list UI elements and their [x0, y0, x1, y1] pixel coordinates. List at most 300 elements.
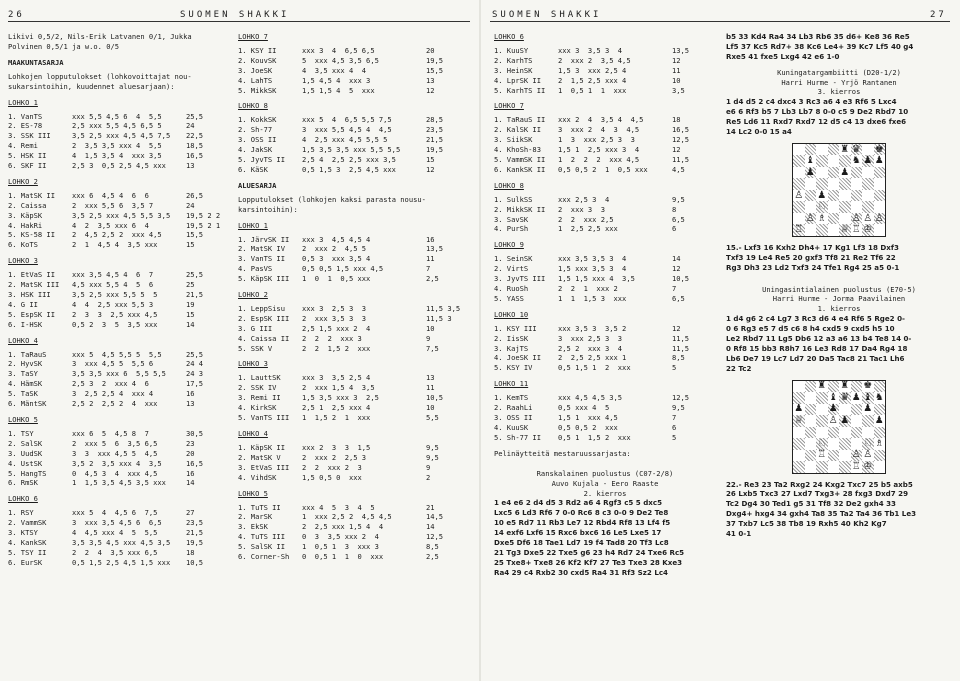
team-total: 9,5	[672, 194, 685, 204]
section	[238, 489, 470, 562]
game-caption: 2. kierros	[583, 488, 627, 498]
game-moves-line: Tc2 Dg4 30 Ted1 g5 31 Tf8 32 De2 gxh4 33	[726, 499, 896, 509]
crosstable-scores: 3,5 3,5 xxx 6 5,5 5,5	[72, 369, 166, 379]
team-total: 21,5	[186, 290, 204, 300]
standings-row	[238, 46, 470, 56]
section-heading: LOHKO 10	[494, 309, 529, 319]
game-moves-line: Lb6 De7 19 Lc7 Ld7 20 Da5 Tac8 21 Tac1 Lh6	[726, 353, 905, 363]
standings-row	[8, 469, 230, 479]
section-heading: LOHKO 8	[238, 101, 268, 111]
board-square	[816, 461, 828, 473]
team-total: 25,5	[186, 349, 204, 359]
crosstable-scores: 1 xxx 2,5 2 4,5 4,5	[302, 512, 392, 522]
section-heading: LOHKO 7	[494, 101, 524, 111]
standings-row	[238, 334, 470, 344]
board-square	[874, 190, 886, 202]
board-square	[793, 427, 805, 439]
board-square	[851, 190, 863, 202]
crosstable-scores: 0,5 0,5 2 1 0,5 xxx	[558, 164, 648, 174]
standings-row	[8, 230, 230, 240]
team-total: 11,5	[672, 155, 690, 165]
crosstable-scores: 2 xxx 2 4,5 5	[302, 244, 367, 254]
game-moves-line: Dxe5 Df6 18 Tae1 Ld7 19 f4 Tad8 20 Tf3 Lc8	[494, 537, 669, 547]
board-square	[828, 427, 840, 439]
crosstable-scores: 2 xxx 5 6 3,5 6,5	[72, 438, 158, 448]
white-pawn-piece: ♙	[794, 189, 804, 201]
section	[8, 98, 230, 171]
crosstable-scores: 2 1,5 2,5 xxx 4	[558, 75, 627, 85]
crosstable-scores: 3,5 2 3,5 xxx 4 3,5	[72, 458, 162, 468]
standings-row	[238, 403, 470, 413]
standings-row	[8, 528, 230, 538]
section	[238, 290, 470, 353]
game-moves-line: 10 e5 Rd7 11 Rb3 Le7 12 Rbd4 Rf8 13 Lf4 f5	[494, 518, 671, 528]
black-king-piece: ♚	[863, 380, 873, 392]
section	[8, 336, 230, 409]
crosstable-scores: 0,5 2 3 5 3,5 xxx	[72, 319, 158, 329]
team-name: 5. TSY II	[8, 547, 47, 557]
board-square	[805, 381, 817, 393]
black-bishop-piece: ♝	[863, 391, 873, 403]
crosstable-scores: 3 xxx 4,5 5 5,5 6	[72, 359, 154, 369]
team-total: 12	[672, 55, 681, 65]
crosstable-scores: xxx 3 4 6,5 6,5	[302, 46, 375, 55]
standings-row	[8, 548, 230, 558]
standings-row	[494, 86, 716, 96]
section	[238, 181, 470, 215]
team-total: 13,5	[426, 244, 444, 254]
team-name: 2. HyvSK	[8, 359, 43, 369]
standings-row	[8, 221, 230, 231]
team-name: 1. SulkSS	[494, 194, 533, 204]
team-name: 6. KoTS	[8, 240, 38, 250]
team-total: 15,5	[186, 230, 204, 240]
white-king-piece: ♔	[863, 460, 873, 472]
board-square	[862, 178, 874, 190]
black-pawn-piece: ♟	[840, 414, 850, 426]
black-pawn-piece: ♟	[863, 403, 873, 415]
section-heading: ALUESARJA	[238, 180, 277, 190]
crosstable-scores: 2 2 1,5 2 xxx	[302, 343, 371, 353]
team-name: 6. Corner-Sh	[238, 551, 290, 561]
board-square	[805, 178, 817, 190]
section-heading: LOHKO 3	[8, 256, 38, 266]
team-total: 20	[426, 46, 435, 55]
crosstable-scores: 1,5 xxx 3,5 3 4	[558, 264, 627, 274]
crosstable-scores: xxx 4 5 3 4 5	[302, 502, 375, 512]
black-pawn-piece: ♟	[874, 414, 884, 426]
team-name: 3. OSS II	[238, 135, 277, 145]
section	[494, 101, 716, 174]
section	[238, 101, 470, 174]
team-total: 2,5	[426, 551, 439, 561]
team-name: 6. EurSK	[8, 557, 43, 567]
crosstable-scores: xxx 5 4,5 5,5 5 5,5	[72, 349, 162, 359]
white-pawn-piece: ♙	[863, 449, 873, 461]
crosstable-scores: 1,5 3,5 3,5 xxx 5,5 5,5	[302, 145, 401, 155]
board-square	[862, 415, 874, 427]
team-total: 13	[186, 161, 195, 171]
standings-row	[494, 155, 716, 165]
crosstable-scores: 1 0 1 0,5 xxx	[302, 274, 371, 284]
board-square	[828, 178, 840, 190]
crosstable-scores: 0,5 1,5 1 2 xxx	[558, 363, 631, 373]
crosstable-scores: xxx 5 4 6,5 5,5 7,5	[302, 115, 392, 125]
team-name: 2. EspSK III	[238, 313, 290, 323]
team-name: 1. LeppSisu	[238, 304, 285, 314]
crosstable-scores: 3,5 2,5 xxx 4,5 4,5 7,5	[72, 131, 171, 141]
team-total: 23,5	[186, 518, 204, 528]
crosstable-scores: 1 3 xxx 2,5 3 3	[558, 135, 635, 145]
standings-row	[238, 235, 470, 245]
crosstable-scores: 4 4 2,5 xxx 5,5 3	[72, 299, 154, 309]
team-total: 25,5	[186, 111, 204, 121]
crosstable-scores: 1,5 0,5 0 xxx	[302, 472, 362, 482]
crosstable-scores: 0,5 0,5 1,5 xxx 4,5	[302, 264, 384, 274]
team-total: 6	[672, 422, 677, 432]
game-moves-line: 25 Txe8+ Txe8 26 Kf2 Kf7 27 Te3 Txe3 28 Kxe3	[494, 557, 683, 567]
board-square	[816, 415, 828, 427]
team-total: 2	[426, 472, 431, 482]
crosstable-scores: 0 3 3,5 xxx 2 4	[302, 532, 379, 542]
crosstable-scores: 1 1 1,5 3 xxx	[558, 293, 627, 303]
crosstable-scores: 3 2,5 2,5 4 xxx 4	[72, 389, 154, 399]
standings-row	[8, 449, 230, 459]
board-square	[793, 392, 805, 404]
team-name: 4. HakRi	[8, 220, 43, 230]
black-queen-piece: ♛	[851, 143, 861, 155]
team-total: 6	[672, 224, 677, 234]
standings-row	[238, 522, 470, 532]
team-total: 13	[186, 399, 195, 409]
board-square	[839, 190, 851, 202]
section	[238, 221, 470, 284]
crosstable-scores: 2,5 3 2 xxx 4 6	[72, 379, 149, 389]
section-heading: LOHKO 4	[8, 335, 38, 345]
board-square	[805, 190, 817, 202]
team-name: 5. SSK V	[238, 343, 273, 353]
game-caption: Harri Hurme - Jorma Paavilainen	[772, 294, 906, 304]
team-total: 19,5	[426, 55, 444, 65]
board-square	[805, 392, 817, 404]
standings-row	[238, 503, 470, 513]
team-total: 9,5	[426, 442, 439, 452]
crosstable-scores: xxx 2 3 3 1,5	[302, 442, 371, 452]
board-square	[839, 213, 851, 225]
standings-row	[494, 294, 716, 304]
board-square	[851, 201, 863, 213]
standings-row	[238, 244, 470, 254]
standings-row	[494, 115, 716, 125]
team-name: 4. PurSh	[494, 224, 529, 234]
crosstable-scores: xxx 5 4 4,5 6 7,5	[72, 508, 158, 518]
board-square	[805, 461, 817, 473]
team-total: 13	[426, 75, 435, 85]
standings-row	[238, 86, 470, 96]
team-total: 19,5 2 1	[186, 220, 221, 230]
crosstable-scores: 4 2,5 xxx 4,5 5,5 5	[302, 135, 388, 145]
board-square	[828, 438, 840, 450]
black-bishop-piece: ♝	[828, 391, 838, 403]
standings-row	[494, 324, 716, 334]
text-line: Likivi 0,5/2, Nils-Erik Latvanen 0/1, Jukka	[8, 32, 192, 41]
standings-row	[8, 280, 230, 290]
team-total: 18	[186, 547, 195, 557]
board-square	[805, 450, 817, 462]
board-square	[828, 461, 840, 473]
standings-row	[494, 145, 716, 155]
standings-row	[494, 423, 716, 433]
crosstable-scores: 1,5 3,5 xxx 3 2,5	[302, 393, 379, 403]
team-name: 3. HeinSK	[494, 65, 533, 75]
team-name: 4. PasVS	[238, 264, 273, 274]
crosstable-scores: 2 3,5 3,5 xxx 4 5,5	[72, 141, 162, 151]
team-total: 21,5	[186, 528, 204, 538]
crosstable-scores: 1,5 1,5 xxx 4 3,5	[558, 274, 635, 284]
standings-row	[8, 399, 230, 409]
team-name: 1. VanTS	[8, 111, 43, 121]
standings-row	[238, 66, 470, 76]
game-moves-line: 0 6 Rg3 e5 7 d5 c6 8 h4 cxd5 9 cxd5 h5 10	[726, 324, 895, 334]
team-total: 22,5	[186, 131, 204, 141]
standings-row	[238, 115, 470, 125]
team-total: 21	[426, 502, 435, 512]
standings-row	[238, 304, 470, 314]
team-total: 18,5	[186, 141, 204, 151]
game-moves-line: 0 Rf8 15 bb3 R8h7 16 Le3 Rd8 17 Da4 Rg4 18	[726, 343, 908, 353]
board-square	[851, 404, 863, 416]
team-name: 1. TuTS II	[238, 502, 281, 512]
board-square	[874, 450, 886, 462]
section-heading: LOHKO 5	[238, 488, 268, 498]
standings-row	[238, 473, 470, 483]
black-rook-piece: ♜	[840, 380, 850, 392]
team-name: 6. RmSK	[8, 478, 38, 488]
team-total: 9,5	[672, 403, 685, 413]
board-square	[816, 404, 828, 416]
crosstable-scores: xxx 3,5 3,5 3 4	[558, 254, 627, 264]
white-knight-piece: ♘	[817, 437, 827, 449]
team-total: 24	[186, 200, 195, 210]
team-total: 13,5	[672, 46, 690, 55]
header-rule	[8, 21, 470, 22]
board-square	[793, 450, 805, 462]
black-king-piece: ♚	[874, 143, 884, 155]
board-square	[874, 167, 886, 179]
white-pawn-piece: ♙	[874, 212, 884, 224]
standings-row	[8, 350, 230, 360]
standings-row	[494, 165, 716, 175]
standings-row	[494, 393, 716, 403]
standings-row	[8, 240, 230, 250]
crosstable-scores: 2 xxx 3,5 3 3	[302, 313, 367, 323]
standings-row	[238, 254, 470, 264]
standings-row	[8, 112, 230, 122]
team-name: 2. IisSK	[494, 333, 529, 343]
game-moves-line: Le2 Rbd7 11 Lg5 Db6 12 a3 a6 13 b4 Te8 14 0-	[726, 334, 912, 344]
section-heading: LOHKO 9	[494, 240, 524, 250]
standings-row	[8, 131, 230, 141]
crosstable-scores: 1 0,5 1 1 xxx	[558, 85, 627, 95]
white-rook-piece: ♖	[851, 460, 861, 472]
left-page-column-2	[238, 32, 470, 562]
board-square	[793, 155, 805, 167]
game-caption: Kuningatargambiitti (D20-1/2)	[777, 67, 901, 77]
board-square	[874, 178, 886, 190]
black-pawn-piece: ♟	[840, 166, 850, 178]
team-total: 2,5	[426, 274, 439, 284]
section-heading: LOHKO 8	[494, 180, 524, 190]
team-total: 12,5	[672, 135, 690, 145]
team-total: 9,5	[426, 452, 439, 462]
team-name: 5. JyvTS II	[238, 155, 285, 165]
game-caption: 3. kierros	[817, 87, 861, 97]
standings-row	[238, 155, 470, 165]
crosstable-scores: 1,5 3 xxx 2,5 4	[558, 65, 627, 75]
team-total: 13	[426, 373, 435, 383]
crosstable-scores: 4 1,5 3,5 4 xxx 3,5	[72, 151, 162, 161]
board-square	[839, 178, 851, 190]
team-name: 4. JakSK	[238, 145, 273, 155]
team-name: 6. SKF II	[8, 161, 47, 171]
crosstable-scores: 1,5 4,5 4 xxx 3	[302, 75, 371, 85]
game-moves-line: 21 Tg3 Dxe5 22 Txe5 g6 23 h4 Rd7 24 Txe6 Rc5	[494, 547, 685, 557]
game-moves-line: 1 d4 g6 2 c4 Lg7 3 Rc3 d6 4 e4 Rf6 5 Rge2 0-	[726, 314, 905, 324]
white-queen-piece: ♕	[794, 414, 804, 426]
section	[494, 240, 716, 303]
game-caption: Uningasintialainen puolustus (E70-5)	[762, 284, 916, 294]
black-pawn-piece: ♟	[817, 189, 827, 201]
white-king-piece: ♔	[863, 224, 873, 236]
standings-row	[8, 320, 230, 330]
crosstable-scores: 0,5 1 1,5 2 xxx	[558, 432, 631, 442]
board-square	[874, 381, 886, 393]
section	[494, 181, 716, 235]
section	[238, 32, 470, 95]
crosstable-scores: 2 4,5 2,5 2 xxx 4,5	[72, 230, 162, 240]
team-name: 6. MäntSK	[8, 399, 47, 409]
game-moves-line: 26 Lxb5 Txc3 27 Lxd7 Txg3+ 28 fxg3 Dxd7 29	[726, 489, 909, 499]
standings-row	[8, 508, 230, 518]
black-pawn-piece: ♟	[805, 166, 815, 178]
white-knight-piece: ♘	[817, 201, 827, 213]
board-square	[816, 144, 828, 156]
team-name: 1. RSY	[8, 508, 34, 518]
team-name: 1. KäpSK II	[238, 442, 285, 452]
team-total: 23	[186, 438, 195, 448]
black-pawn-piece: ♟	[874, 155, 884, 167]
board-square	[805, 201, 817, 213]
team-total: 18	[672, 115, 681, 125]
game-moves-line: Dxg4+ hxg4 34 gxh4 Ta8 35 Ta2 Ta4 36 Tb1 Le3	[726, 509, 917, 519]
board-square	[862, 167, 874, 179]
section	[8, 494, 230, 567]
crosstable-scores: 2,5 3 0,5 2,5 4,5 xxx	[72, 161, 166, 171]
team-name: 5. SalSK II	[238, 542, 285, 552]
team-total: 12,5	[426, 532, 444, 542]
team-total: 15	[186, 309, 195, 319]
team-name: 2. KalSK II	[494, 125, 541, 135]
team-total: 10,5	[426, 393, 444, 403]
team-total: 11,5	[672, 333, 690, 343]
crosstable-scores: 2,5 1,5 xxx 2 4	[302, 323, 371, 333]
team-total: 14	[186, 478, 195, 488]
crosstable-scores: 2 xxx 5,5 6 3,5 7	[72, 200, 154, 210]
crosstable-scores: 3 3 xxx 4,5 5 4,5	[72, 448, 158, 458]
crosstable-scores: 2 2 2 xxx 3	[302, 333, 362, 343]
crosstable-scores: 0,5 0,5 2 xxx	[558, 422, 618, 432]
team-total: 19	[186, 299, 195, 309]
standings-row	[8, 439, 230, 449]
team-total: 10,5	[672, 274, 690, 284]
team-name: 2. ES-78	[8, 121, 43, 131]
standings-row	[8, 478, 230, 488]
team-name: 5. MikkSK	[238, 85, 277, 95]
team-total: 19,5	[186, 537, 204, 547]
team-name: 3. Remi II	[238, 393, 281, 403]
board-square	[805, 415, 817, 427]
board-square	[793, 438, 805, 450]
team-name: 5. KS-58 II	[8, 230, 55, 240]
board-square	[862, 201, 874, 213]
crosstable-scores: xxx 3 4,5 4,5 4	[302, 234, 371, 244]
white-pawn-piece: ♙	[828, 414, 838, 426]
game-moves-line: 15.- Lxf3 16 Kxh2 Dh4+ 17 Kg1 Lf3 18 Dxf3	[726, 242, 899, 252]
team-total: 24	[186, 121, 195, 131]
section-heading: LOHKO 6	[8, 494, 38, 504]
crosstable-scores: 2 xxx 2 3,5 4,5	[558, 55, 631, 65]
standings-row	[238, 264, 470, 274]
team-total: 16	[426, 234, 435, 244]
board-square	[816, 178, 828, 190]
board-square	[839, 461, 851, 473]
team-total: 24 3	[186, 369, 204, 379]
team-total: 10	[672, 75, 681, 85]
crosstable-scores: 2 xxx 3 3	[558, 204, 605, 214]
section-heading: LOHKO 1	[8, 97, 38, 107]
section	[8, 415, 230, 488]
team-total: 11,5 3	[426, 313, 452, 323]
standings-row	[238, 145, 470, 155]
board-square	[862, 144, 874, 156]
team-total: 11	[672, 65, 681, 75]
standings-row	[8, 300, 230, 310]
standings-row	[494, 135, 716, 145]
crosstable-scores: 2 xxx 1,5 4 3,5	[302, 383, 375, 393]
standings-row	[238, 135, 470, 145]
team-name: 1. JärvSK II	[238, 234, 290, 244]
team-total: 15	[186, 240, 195, 250]
section	[726, 279, 952, 374]
game-moves-line: 22 Tc2	[726, 363, 752, 373]
team-total: 11	[426, 254, 435, 264]
board-square	[839, 450, 851, 462]
standings-row	[8, 270, 230, 280]
team-total: 21,5	[426, 135, 444, 145]
crosstable-scores: 0,5 xxx 4 5	[558, 403, 610, 413]
right-page	[480, 0, 960, 681]
section	[494, 449, 716, 578]
team-total: 10	[426, 403, 435, 413]
crosstable-scores: 2,5 2 xxx 3 4	[558, 343, 623, 353]
crosstable-scores: xxx 2 4 3,5 4 4,5	[558, 115, 644, 125]
white-knight-piece: ♘	[863, 437, 873, 449]
board-square	[805, 144, 817, 156]
section	[726, 32, 952, 137]
board-square	[874, 404, 886, 416]
crosstable-scores: 3 xxx 3,5 4,5 6 6,5	[72, 518, 162, 528]
board-square	[828, 167, 840, 179]
